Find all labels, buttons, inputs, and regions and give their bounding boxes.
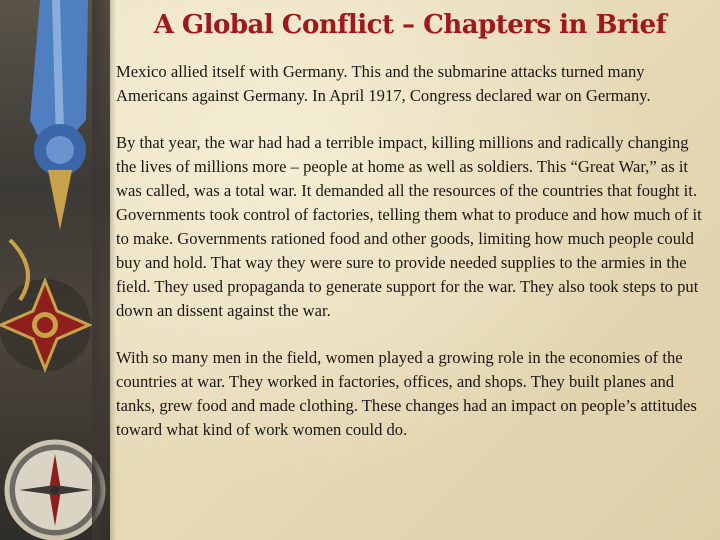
- cross-medal-icon: [0, 279, 91, 371]
- paragraph-2: By that year, the war had had a terrible impact, killing millions and radically changing the lives of millions more – people at home as well as soldiers. This “Great War,” as it was called, was a total war. It demanded all the resources of the countries that fought it. Governments took control of factories, telling them what to produce and how much of it to make. Governments rationed food and other goods, limiting how much people could buy and hold. That way they were sure to provide needed supplies to the armies in the field. They used propaganda to generate support for the war. They also took steps to put down an dissent against the war.: [116, 133, 702, 320]
- slide-title: A Global Conflict – Chapters in Brief: [153, 10, 667, 40]
- paragraph-3: With so many men in the field, women played a growing role in the economies of the countries at war. They worked in factories, offices, and shops. They built planes and tanks, grew food and made clothing. These changes had an impact on people’s attitudes toward what kind of work women could do.: [116, 348, 697, 439]
- slide-body: [116, 60, 712, 465]
- medal-ribbon-icon: [30, 0, 88, 230]
- compass-icon: [7, 442, 103, 538]
- strip-fade: [92, 0, 116, 540]
- paragraph-1: Mexico allied itself with Germany. This and the submarine attacks turned many Americans against Germany. In April 1917, Congress declared war on Germany.: [116, 62, 651, 105]
